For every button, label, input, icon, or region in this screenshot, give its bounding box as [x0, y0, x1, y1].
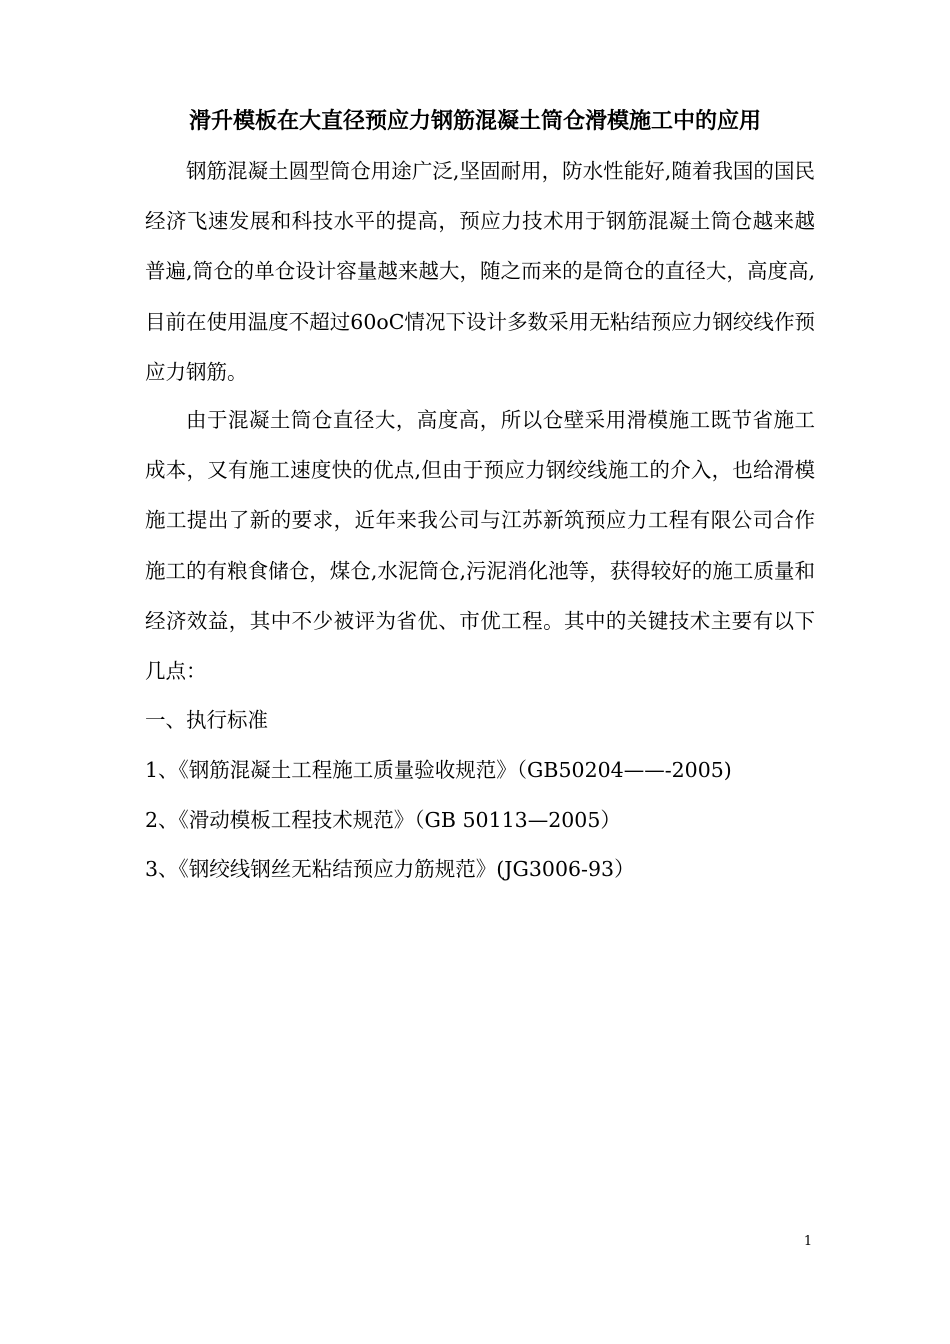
section-heading: 一、执行标准 [145, 708, 268, 732]
standard-list-item-3: 3、《钢绞线钢丝无粘结预应力筋规范》(JG3006-93） [145, 857, 635, 881]
body-paragraph-2: 由于混凝土筒仓直径大，高度高，所以仓壁采用滑模施工既节省施工成本，又有施工速度快的优点,但由于预应力钢绞线施工的介入，也给滑模施工提出了新的要求，近年来我公司与江苏新筑预应力工程有限公司合作施工的有粮食储仓，煤仓,水泥筒仓,污泥消化池等，获得较好的施工质量和经济效益，其中不少被评为省优、市优工程。其中的关键技术主要有以下几点： [145, 408, 815, 684]
document-title: 滑升模板在大直径预应力钢筋混凝土筒仓滑模施工中的应用 [188, 108, 761, 134]
body-paragraph-1: 钢筋混凝土圆型筒仓用途广泛,坚固耐用，防水性能好,随着我国的国民经济飞速发展和科技水平的提高，预应力技术用于钢筋混凝土筒仓越来越普遍,筒仓的单仓设计容量越来越大，随之而来的是筒仓的直径大，高度高,目前在使用温度不超过60oC情况下设计多数采用无粘结预应力钢绞线作预应力钢筋。 [145, 159, 815, 384]
standard-list-item-1: 1、《钢筋混凝土工程施工质量验收规范》（GB50204——-2005) [145, 758, 732, 782]
page-number: 1 [803, 1234, 813, 1249]
standard-list-item-2: 2、《滑动模板工程技术规范》（GB 50113—2005） [145, 808, 621, 832]
